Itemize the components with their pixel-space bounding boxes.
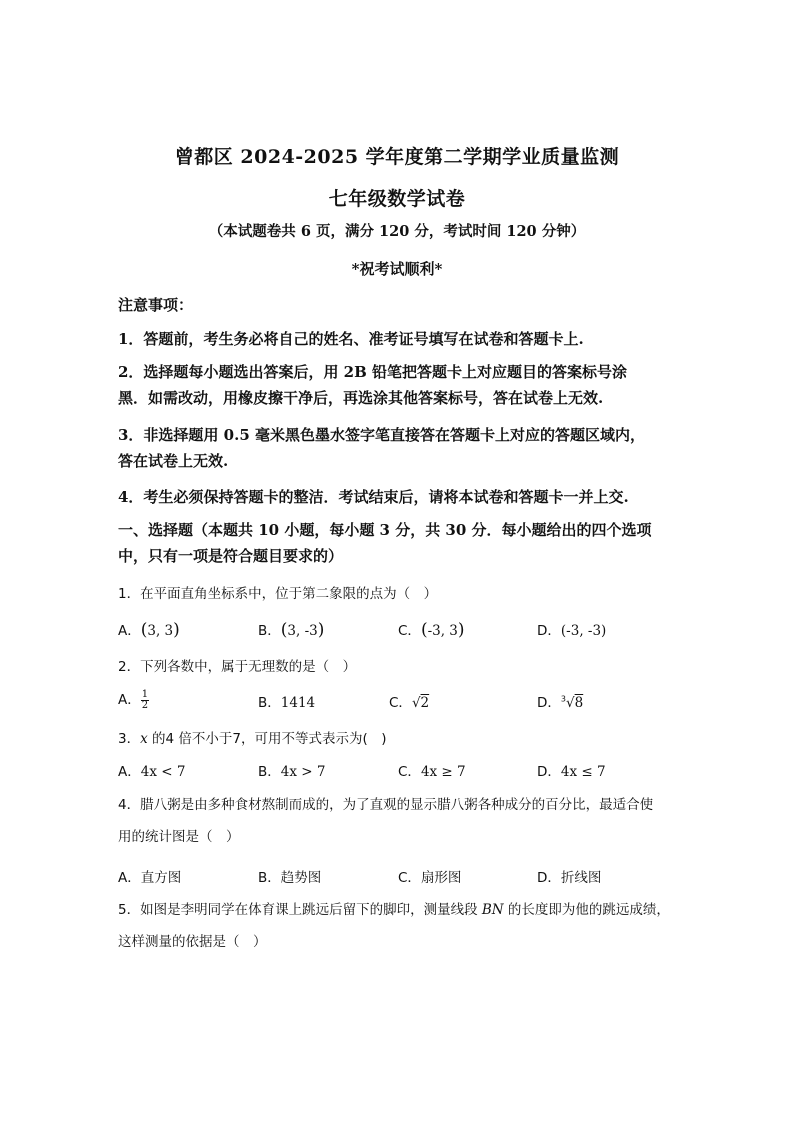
option-value: 扇形图 xyxy=(420,870,462,886)
question-1-option-a xyxy=(118,619,180,640)
question-3-option-a xyxy=(118,760,185,780)
note-item-2-line-1: 2．选择题每小题选出答案后，用 2B 铅笔把答题卡上对应题目的答案标号涂 xyxy=(118,363,627,381)
option-label: C． xyxy=(398,764,421,780)
option-value: 趋势图 xyxy=(280,870,322,886)
note-item-2-line-2: 黑．如需改动，用橡皮擦干净后，再选涂其他答案标号，答在试卷上无效. xyxy=(118,389,604,407)
paren-open: ( xyxy=(140,620,148,640)
option-label: D． xyxy=(537,764,561,780)
question-3-option-b xyxy=(258,760,325,780)
section-heading-line-2: 中，只有一项是符合题目要求的） xyxy=(118,547,344,565)
option-label: A． xyxy=(118,692,141,708)
paren-close: ) xyxy=(317,620,325,640)
question-4-stem-line-1: 4．腊八粥是由多种食材熬制而成的，为了直观的显示腊八粥各种成分的百分比，最适合使 xyxy=(118,797,654,813)
exam-info: （本试题卷共 6 页，满分 120 分，考试时间 120 分钟） xyxy=(208,223,586,240)
question-2-option-b xyxy=(258,691,315,711)
exam-title: 曾都区 2024-2025 学年度第二学期学业质量监测 xyxy=(174,146,620,168)
option-value: 4x ≥ 7 xyxy=(420,764,466,780)
note-item-4: 4．考生必须保持答题卡的整洁．考试结束后，请将本试卷和答题卡一并上交. xyxy=(118,488,629,506)
option-value: (-3, -3) xyxy=(560,623,607,639)
question-4-option-a xyxy=(118,866,181,886)
option-value: 4x > 7 xyxy=(280,764,326,780)
option-label: B． xyxy=(258,870,281,886)
option-value: 4x < 7 xyxy=(140,764,186,780)
question-text: 5．如图是李明同学在体育课上跳远后留下的脚印，测量线段 xyxy=(118,902,482,918)
option-value: 8 xyxy=(574,695,584,711)
question-4-option-c xyxy=(398,866,461,886)
option-value: 4x ≤ 7 xyxy=(560,764,606,780)
question-2-option-d xyxy=(537,691,583,711)
paren-close: ) xyxy=(457,620,465,640)
note-item-1: 1．答题前，考生务必将自己的姓名、准考证号填写在试卷和答题卡上. xyxy=(118,330,584,348)
question-1-option-b xyxy=(258,619,324,640)
option-value: 3, -3 xyxy=(287,623,318,639)
question-text: 的长度即为他的跳远成绩， xyxy=(503,902,670,918)
note-item-3-line-1: 3．非选择题用 0.5 毫米黑色墨水签字笔直接答在答题卡上对应的答题区域内， xyxy=(118,426,645,444)
paren-close: ) xyxy=(173,620,180,640)
option-label: C． xyxy=(398,870,421,886)
denominator: 2 xyxy=(141,699,149,711)
option-value: 3, 3 xyxy=(147,623,174,639)
question-5-stem-line-2: 这样测量的依据是（ ） xyxy=(118,934,267,950)
fraction xyxy=(141,690,149,711)
question-3-stem xyxy=(118,727,387,747)
question-1-option-d xyxy=(537,619,606,639)
note-item-3-line-2: 答在试卷上无效. xyxy=(118,452,229,470)
option-value: 直方图 xyxy=(140,870,182,886)
option-label: B． xyxy=(258,695,281,711)
sqrt-icon: √ xyxy=(411,695,421,711)
section-heading-line-1: 一、选择题（本题共 10 小题，每小题 3 分，共 30 分．每小题给出的四个选项 xyxy=(118,521,652,539)
option-label: B． xyxy=(258,764,281,780)
question-1-option-c xyxy=(398,619,465,640)
option-label: D． xyxy=(537,695,561,711)
question-text: 的4 倍不小于7，可用不等式表示为( ) xyxy=(147,731,387,747)
option-label: A． xyxy=(118,623,141,639)
option-label: D． xyxy=(537,623,561,639)
variable-x: x xyxy=(140,731,148,747)
root-index: 3 xyxy=(560,694,566,704)
paren-open: ( xyxy=(420,620,428,640)
question-4-option-b xyxy=(258,866,321,886)
option-label: C． xyxy=(398,623,421,639)
question-2-option-a xyxy=(118,688,149,711)
exam-subject-title: 七年级数学试卷 xyxy=(328,188,466,210)
question-1-stem: 1．在平面直角坐标系中，位于第二象限的点为（ ） xyxy=(118,586,438,602)
question-4-stem-line-2: 用的统计图是（ ） xyxy=(118,829,240,845)
numerator: 1 xyxy=(141,688,149,700)
option-value: 折线图 xyxy=(560,870,602,886)
question-5-stem-line-1 xyxy=(118,898,670,918)
option-value: -3, 3 xyxy=(427,623,458,639)
paren-open: ( xyxy=(280,620,288,640)
option-label: B． xyxy=(258,623,281,639)
option-value: 1414 xyxy=(280,695,316,711)
question-3-option-d xyxy=(537,760,606,780)
option-value: 2 xyxy=(420,695,430,711)
segment-bn: BN xyxy=(481,902,504,918)
option-label: A． xyxy=(118,870,141,886)
option-label: A． xyxy=(118,764,141,780)
question-2-stem: 2．下列各数中，属于无理数的是（ ） xyxy=(118,659,357,675)
option-label: C． xyxy=(389,695,412,711)
blessing-text: *祝考试顺利* xyxy=(351,260,443,278)
question-number: 3． xyxy=(118,731,141,747)
question-2-option-c xyxy=(389,691,429,711)
question-3-option-c xyxy=(398,760,466,780)
option-label: D． xyxy=(537,870,561,886)
notes-heading: 注意事项： xyxy=(118,296,194,314)
question-4-option-d xyxy=(537,866,601,886)
sqrt-icon: √ xyxy=(566,695,575,711)
